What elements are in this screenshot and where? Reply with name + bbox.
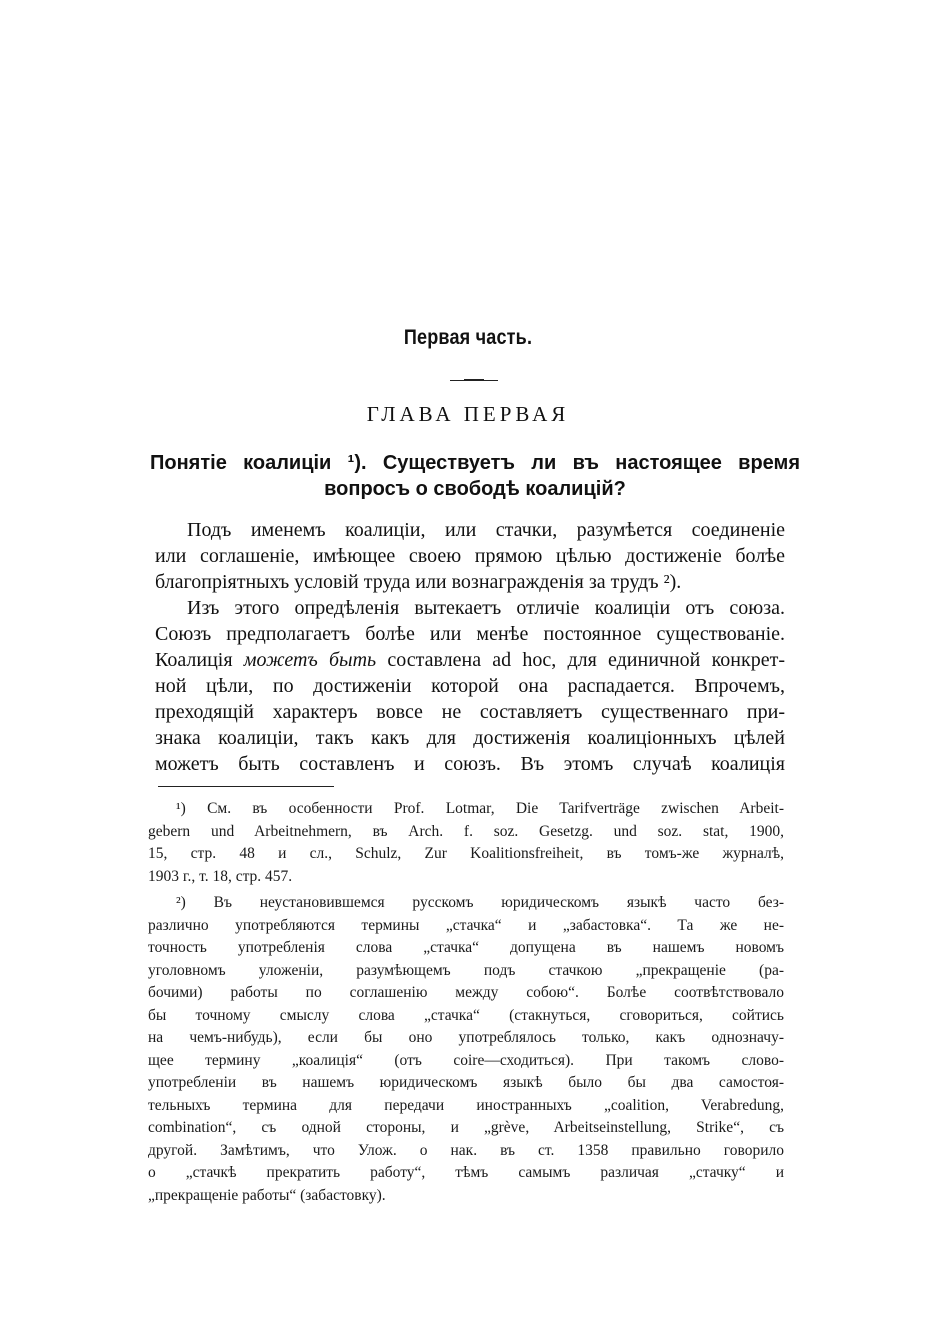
section-title — [150, 450, 800, 502]
body-line: ной цѣли, по достиженіи которой она распадается. Впрочемъ, — [155, 675, 785, 697]
footnote-2-line: точность употребленія слова „стачка“ допущена въ нашемъ новомъ — [148, 939, 784, 956]
body-line: преходящій характеръ вовсе не составляетъ существеннаго при- — [155, 701, 785, 723]
footnote-2-line: ²) Въ неустановившемся русскомъ юридическомъ языкѣ часто без- — [176, 894, 784, 911]
body-text — [155, 517, 785, 777]
body-line: Подъ именемъ коалиціи, или стачки, разумѣется соединеніе — [187, 519, 785, 541]
footnote-2-line: различно употребляются термины „стачка“ и „забастовка“. Та же не- — [148, 916, 784, 934]
part-title: Первая часть. — [403, 326, 533, 349]
section-title-line-1: Понятіе коалиціи ¹). Существуетъ ли въ настоящее время — [150, 452, 800, 474]
body-line — [155, 647, 785, 673]
body-line: знака коалиціи, такъ какъ для достиженія коалиціонныхъ цѣлей — [155, 727, 785, 749]
body-line: Союзъ предполагаетъ болѣе или менѣе постоянное существованіе. — [155, 623, 785, 645]
footnote-2-line: уголовномъ уложеніи, разумѣющемъ подъ стачкою „прекращеніе (ра- — [148, 961, 784, 979]
footnote-1-line: 1903 г., т. 18, стр. 457. — [148, 867, 293, 885]
footnote-1-line: ¹) См. въ особенности Prof. Lotmar, Die Tarifverträge zwischen Arbeit- — [176, 800, 784, 817]
footnote-2-line: бочими) работы по соглашенію между собою“. Болѣе соотвѣтствовало — [148, 984, 784, 1001]
footnote-separator — [158, 786, 334, 787]
footnote-2-line: на чемъ-нибудь), если бы оно употреблялось только, какъ однозначу- — [148, 1029, 784, 1046]
body-line: можетъ быть составленъ и союзъ. Въ этомъ случаѣ коалиція — [155, 753, 785, 775]
body-text-run: Коалиція — [155, 649, 244, 671]
footnotes — [148, 798, 784, 1207]
footnote-2-line: употребленіи въ нашемъ юридическомъ языкѣ было бы два самостоя- — [148, 1074, 784, 1091]
body-text-run: составлена ad hoc, для единичной конкрет- — [376, 649, 785, 671]
body-italic-run: можетъ быть — [243, 649, 377, 671]
body-line: благопріятныхъ условій труда или вознагражденія за трудъ ²). — [155, 571, 682, 593]
body-line: или соглашеніе, имѣющее своею прямою цѣлью достиженіе болѣе — [155, 545, 785, 567]
body-line: Изъ этого опредѣленія вытекаетъ отличіе коалиціи отъ союза. — [187, 597, 785, 619]
footnote-2-line: „прекращеніе работы“ (забастовку). — [148, 1186, 386, 1204]
footnote-1-line: 15, стр. 48 и сл., Schulz, Zur Koalitionsfreiheit, въ томъ-же журналѣ, — [148, 845, 784, 862]
footnote-2-line: щее термину „коалиція“ (отъ coire—сходиться). При такомъ слово- — [148, 1051, 784, 1069]
footnote-2-line: о „стачкѣ прекратить работу“, тѣмъ самымъ различая „стачку“ и — [148, 1164, 784, 1181]
section-title-line-2: вопросъ о свободѣ коалицій? — [324, 478, 626, 500]
footnote-2-line: combination“, съ одной стороны, и „grève, Arbeitseinstellung, Strike“, съ — [148, 1119, 784, 1136]
title-divider — [450, 380, 498, 381]
chapter-title: ГЛАВА ПЕРВАЯ — [366, 402, 570, 426]
footnote-2-line: другой. Замѣтимъ, что Улож. о нак. въ ст. 1358 правильно говорило — [148, 1141, 784, 1159]
footnote-1-line: gebern und Arbeitnehmern, въ Arch. f. soz. Gesetzg. und soz. stat, 1900, — [148, 822, 784, 840]
footnote-2-line: бы точному смыслу слова „стачка“ (стакнуться, сговориться, сойтись — [148, 1006, 784, 1024]
footnote-2-line: тельныхъ термина для передачи иностранныхъ „coalition, Verabredung, — [148, 1096, 784, 1114]
